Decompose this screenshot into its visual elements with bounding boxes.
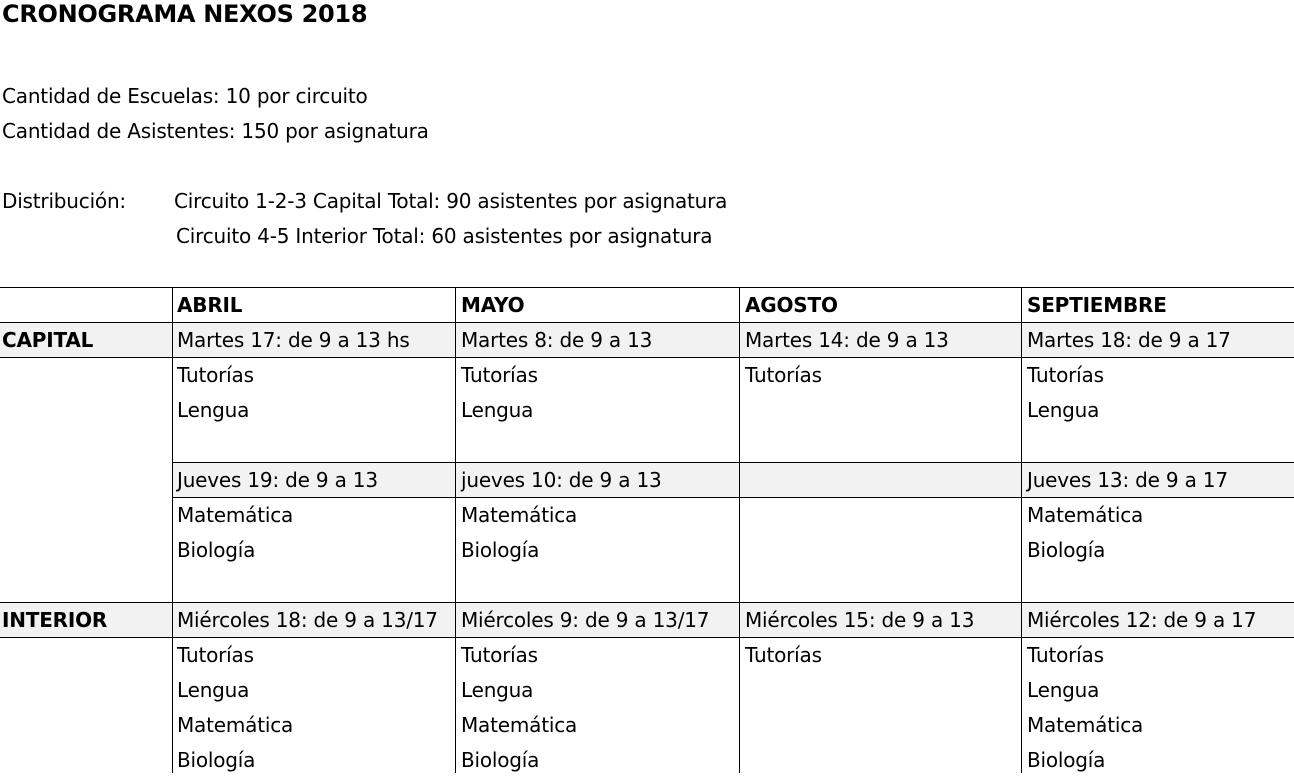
- month-header-agosto: AGOSTO: [745, 293, 838, 317]
- interior-date-agosto: Miércoles 15: de 9 a 13: [745, 608, 975, 632]
- month-header-mayo: MAYO: [461, 293, 525, 317]
- capital-label: CAPITAL: [2, 328, 94, 352]
- schedule-table: [0, 287, 1294, 773]
- interior-label: INTERIOR: [2, 608, 108, 632]
- capital-date-abril: Martes 17: de 9 a 13 hs: [177, 328, 410, 352]
- page-title: CRONOGRAMA NEXOS 2018: [2, 0, 368, 28]
- subject-item: Matemática: [1027, 503, 1144, 527]
- capital-date2-abril: Jueves 19: de 9 a 13: [177, 468, 378, 492]
- column-divider-2: [455, 287, 456, 773]
- subject-item: Biología: [461, 748, 540, 772]
- distribucion-interior-text: Circuito 4-5 Interior Total: 60 asistentes por asignatura: [176, 224, 713, 248]
- subject-item: Matemática: [461, 503, 578, 527]
- column-divider-3: [739, 287, 740, 773]
- month-header-abril: ABRIL: [177, 293, 243, 317]
- subject-item: Matemática: [1027, 713, 1144, 737]
- subject-item: Tutorías: [177, 363, 254, 387]
- subject-item: Tutorías: [461, 643, 538, 667]
- subject-item: Tutorías: [745, 643, 822, 667]
- interior-date-mayo: Miércoles 9: de 9 a 13/17: [461, 608, 710, 632]
- subject-item: Lengua: [177, 398, 250, 422]
- interior-date-septiembre: Miércoles 12: de 9 a 17: [1027, 608, 1257, 632]
- subject-item: Matemática: [461, 713, 578, 737]
- capital-date-agosto: Martes 14: de 9 a 13: [745, 328, 949, 352]
- subject-item: Tutorías: [1027, 363, 1104, 387]
- subject-item: Tutorías: [745, 363, 822, 387]
- capital-date2-septiembre: Jueves 13: de 9 a 17: [1027, 468, 1228, 492]
- interior-date-abril: Miércoles 18: de 9 a 13/17: [177, 608, 438, 632]
- subject-item: Tutorías: [177, 643, 254, 667]
- subject-item: Biología: [1027, 538, 1106, 562]
- subject-item: Lengua: [1027, 678, 1100, 702]
- subject-item: Matemática: [177, 713, 294, 737]
- distribucion-label: Distribución:: [2, 189, 126, 213]
- subject-item: Lengua: [461, 398, 534, 422]
- subject-item: Lengua: [177, 678, 250, 702]
- subject-item: Biología: [177, 538, 256, 562]
- asistentes-text: Cantidad de Asistentes: 150 por asignatura: [2, 119, 429, 143]
- column-divider-1: [172, 287, 173, 773]
- capital-date-mayo: Martes 8: de 9 a 13: [461, 328, 653, 352]
- subject-item: Lengua: [461, 678, 534, 702]
- escuelas-text: Cantidad de Escuelas: 10 por circuito: [2, 84, 368, 108]
- capital-date2-mayo: jueves 10: de 9 a 13: [461, 468, 662, 492]
- subject-item: Biología: [177, 748, 256, 772]
- subject-item: Lengua: [1027, 398, 1100, 422]
- subject-item: Tutorías: [461, 363, 538, 387]
- subject-item: Matemática: [177, 503, 294, 527]
- distribucion-capital-text: Circuito 1-2-3 Capital Total: 90 asistentes por asignatura: [174, 189, 728, 213]
- month-header-septiembre: SEPTIEMBRE: [1027, 293, 1167, 317]
- subject-item: Biología: [461, 538, 540, 562]
- subject-item: Tutorías: [1027, 643, 1104, 667]
- capital-date-septiembre: Martes 18: de 9 a 17: [1027, 328, 1231, 352]
- column-divider-4: [1021, 287, 1022, 773]
- subject-item: Biología: [1027, 748, 1106, 772]
